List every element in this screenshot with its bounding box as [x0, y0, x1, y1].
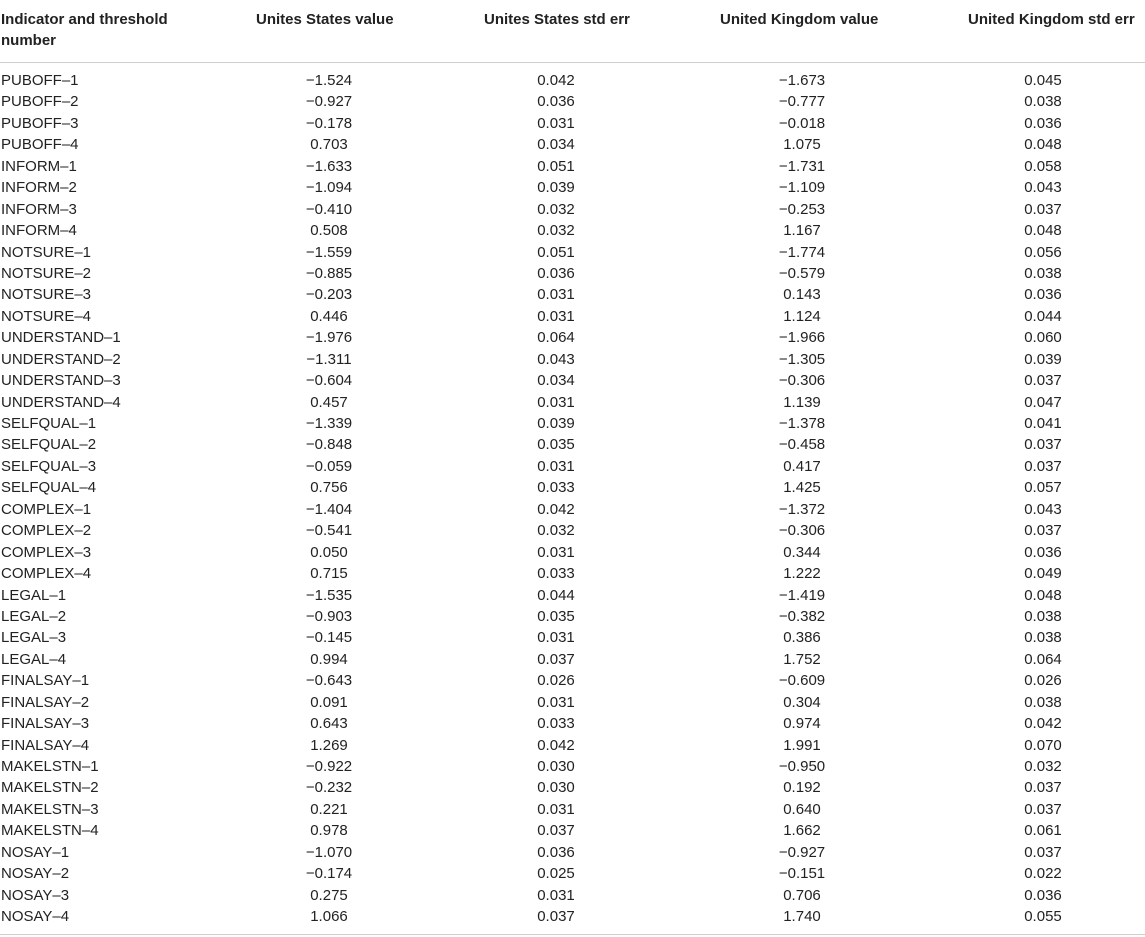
table-row [0, 156, 1145, 177]
us-value-cell: 0.703 [310, 136, 348, 154]
uk-std-err-cell: 0.038 [1024, 607, 1062, 625]
table-row [0, 456, 1145, 477]
us-value-cell: −0.059 [305, 457, 353, 475]
table-row [0, 585, 1145, 606]
us-std-err-cell: 0.031 [537, 543, 575, 561]
uk-std-err-cell: 0.045 [1024, 72, 1062, 89]
uk-std-err-cell: 0.037 [1024, 779, 1062, 797]
uk-value-cell: 0.417 [783, 457, 821, 475]
us-std-err-cell: 0.051 [537, 157, 575, 175]
table-row [0, 134, 1145, 155]
table-row [0, 692, 1145, 713]
us-std-err-cell: 0.034 [537, 136, 575, 154]
indicator-cell: NOSAY–2 [1, 865, 70, 883]
uk-value-cell: −1.731 [778, 157, 826, 175]
uk-std-err-cell: 0.036 [1024, 286, 1062, 304]
uk-std-err-cell: 0.058 [1024, 157, 1062, 175]
indicator-cell: FINALSAY–3 [1, 715, 90, 733]
indicator-cell: MAKELSTN–1 [1, 758, 99, 775]
uk-std-err-cell: 0.064 [1024, 650, 1062, 668]
uk-value-cell: 0.386 [783, 629, 821, 647]
indicator-cell: COMPLEX–4 [1, 565, 92, 583]
uk-value-cell: 0.974 [783, 715, 821, 733]
uk-value-cell: −1.305 [778, 350, 826, 368]
us-std-err-cell: 0.032 [537, 200, 575, 218]
us-value-cell: −1.339 [305, 415, 353, 432]
indicator-cell: NOTSURE–3 [1, 286, 92, 304]
us-std-err-cell: 0.051 [537, 243, 575, 261]
uk-value-cell: 1.167 [783, 222, 821, 240]
uk-value-cell: 0.640 [783, 800, 821, 818]
indicator-cell: UNDERSTAND–1 [1, 329, 121, 347]
uk-value-cell: −0.458 [778, 436, 826, 454]
table-header [0, 0, 1145, 63]
uk-value-cell: −0.253 [778, 200, 826, 218]
us-std-err-cell: 0.030 [537, 779, 575, 797]
indicator-cell: PUBOFF–2 [1, 93, 79, 111]
indicator-cell: FINALSAY–1 [1, 672, 90, 690]
uk-std-err-cell: 0.049 [1024, 565, 1062, 583]
us-std-err-cell: 0.037 [537, 822, 575, 840]
table-row [0, 477, 1145, 498]
indicator-cell: MAKELSTN–3 [1, 800, 99, 818]
indicator-cell: UNDERSTAND–4 [1, 393, 121, 411]
uk-std-err-cell: 0.043 [1024, 500, 1062, 518]
us-std-err-cell: 0.031 [537, 800, 575, 818]
uk-value-cell: 1.425 [783, 479, 821, 497]
us-std-err-cell: 0.042 [537, 72, 575, 89]
uk-value-cell: −0.382 [778, 607, 826, 625]
uk-std-err-cell: 0.037 [1024, 522, 1062, 540]
us-value-cell: −1.559 [305, 243, 353, 261]
uk-value-cell: 1.222 [783, 565, 821, 583]
uk-value-cell: 1.139 [783, 393, 821, 411]
uk-std-err-cell: 0.037 [1024, 436, 1062, 454]
indicator-cell: PUBOFF–3 [1, 114, 79, 132]
us-value-cell: 0.446 [310, 307, 348, 325]
indicator-cell: LEGAL–4 [1, 650, 67, 668]
indicator-cell: LEGAL–2 [1, 607, 67, 625]
us-value-cell: 0.091 [310, 693, 348, 711]
uk-value-cell: −0.927 [778, 843, 826, 861]
indicator-cell: INFORM–3 [1, 200, 77, 218]
us-std-err-cell: 0.025 [537, 865, 575, 883]
us-std-err-cell: 0.043 [537, 350, 575, 368]
uk-std-err-cell: 0.048 [1024, 136, 1062, 154]
uk-value-cell: 1.075 [783, 136, 821, 154]
uk-std-err-cell: 0.036 [1024, 114, 1062, 132]
uk-value-cell: −0.777 [778, 93, 826, 111]
uk-value-cell: −1.966 [778, 329, 826, 347]
us-value-cell: −1.524 [305, 72, 353, 89]
indicator-cell: COMPLEX–1 [1, 500, 92, 518]
indicator-cell: MAKELSTN–4 [1, 822, 99, 840]
table-row [0, 713, 1145, 734]
table-row [0, 263, 1145, 284]
uk-std-err-cell: 0.039 [1024, 350, 1062, 368]
uk-std-err-cell: 0.048 [1024, 222, 1062, 240]
table-row [0, 842, 1145, 863]
indicator-cell: NOTSURE–1 [1, 243, 92, 261]
us-value-cell: 0.457 [310, 393, 348, 411]
uk-value-cell: −1.372 [778, 500, 826, 518]
uk-value-cell: −1.109 [778, 179, 826, 197]
uk-std-err-cell: 0.057 [1024, 479, 1062, 497]
column-header-us-std-err: Unites States std err [484, 11, 630, 28]
column-header-indicator: Indicator and threshold number [1, 11, 168, 49]
table-body [0, 70, 1145, 928]
uk-value-cell: −0.609 [778, 672, 826, 690]
table-row [0, 649, 1145, 670]
us-value-cell: −1.404 [305, 500, 353, 518]
us-std-err-cell: 0.036 [537, 264, 575, 282]
table-row [0, 820, 1145, 841]
uk-value-cell: 1.124 [783, 307, 821, 325]
uk-std-err-cell: 0.042 [1024, 715, 1062, 733]
us-value-cell: −0.203 [305, 286, 353, 304]
us-value-cell: 0.978 [310, 822, 348, 840]
us-value-cell: −0.927 [305, 93, 353, 111]
table-row [0, 542, 1145, 563]
indicator-cell: LEGAL–1 [1, 586, 67, 604]
us-std-err-cell: 0.036 [537, 843, 575, 861]
uk-value-cell: 0.304 [783, 693, 821, 711]
uk-value-cell: −1.774 [778, 243, 826, 261]
us-std-err-cell: 0.031 [537, 307, 575, 325]
us-value-cell: −0.604 [305, 372, 353, 390]
us-std-err-cell: 0.031 [537, 629, 575, 647]
uk-value-cell: −0.151 [778, 865, 826, 883]
us-value-cell: 0.221 [310, 800, 348, 818]
uk-value-cell: 1.991 [783, 736, 821, 754]
indicator-cell: SELFQUAL–1 [1, 415, 97, 432]
us-std-err-cell: 0.037 [537, 908, 575, 926]
indicator-cell: COMPLEX–3 [1, 543, 92, 561]
table-row [0, 670, 1145, 691]
us-value-cell: −0.410 [305, 200, 353, 218]
indicator-cell: PUBOFF–1 [1, 72, 79, 89]
us-value-cell: 1.269 [310, 736, 348, 754]
column-header-us-value: Unites States value [256, 11, 394, 28]
us-value-cell: 0.643 [310, 715, 348, 733]
us-std-err-cell: 0.042 [537, 500, 575, 518]
table-row [0, 284, 1145, 305]
us-std-err-cell: 0.026 [537, 672, 575, 690]
uk-std-err-cell: 0.038 [1024, 264, 1062, 282]
indicator-cell: INFORM–2 [1, 179, 77, 197]
uk-std-err-cell: 0.022 [1024, 865, 1062, 883]
table-row [0, 799, 1145, 820]
us-value-cell: −0.848 [305, 436, 353, 454]
us-std-err-cell: 0.035 [537, 607, 575, 625]
us-std-err-cell: 0.031 [537, 286, 575, 304]
indicator-cell: INFORM–1 [1, 157, 77, 175]
us-std-err-cell: 0.032 [537, 222, 575, 240]
table-row [0, 306, 1145, 327]
uk-value-cell: −0.950 [778, 758, 826, 775]
indicator-cell: NOTSURE–2 [1, 264, 92, 282]
us-value-cell: −1.070 [305, 843, 353, 861]
us-std-err-cell: 0.036 [537, 93, 575, 111]
table-row [0, 349, 1145, 370]
table-row [0, 370, 1145, 391]
us-std-err-cell: 0.044 [537, 586, 575, 604]
us-value-cell: −0.903 [305, 607, 353, 625]
table-row [0, 70, 1145, 91]
table-row [0, 499, 1145, 520]
us-value-cell: 0.715 [310, 565, 348, 583]
us-std-err-cell: 0.032 [537, 522, 575, 540]
column-header-uk-std-err: United Kingdom std err [968, 11, 1135, 28]
table-row [0, 327, 1145, 348]
uk-std-err-cell: 0.048 [1024, 586, 1062, 604]
uk-value-cell: −0.018 [778, 114, 826, 132]
us-value-cell: −1.976 [305, 329, 353, 347]
uk-std-err-cell: 0.038 [1024, 629, 1062, 647]
us-std-err-cell: 0.031 [537, 457, 575, 475]
indicator-cell: SELFQUAL–4 [1, 479, 97, 497]
indicator-cell: SELFQUAL–3 [1, 457, 97, 475]
uk-value-cell: 0.143 [783, 286, 821, 304]
us-std-err-cell: 0.031 [537, 886, 575, 904]
us-value-cell: −0.145 [305, 629, 353, 647]
us-std-err-cell: 0.033 [537, 479, 575, 497]
uk-std-err-cell: 0.047 [1024, 393, 1062, 411]
us-std-err-cell: 0.033 [537, 565, 575, 583]
us-std-err-cell: 0.030 [537, 758, 575, 775]
us-value-cell: −0.232 [305, 779, 353, 797]
uk-value-cell: −0.579 [778, 264, 826, 282]
uk-std-err-cell: 0.055 [1024, 908, 1062, 926]
us-std-err-cell: 0.037 [537, 650, 575, 668]
uk-std-err-cell: 0.037 [1024, 800, 1062, 818]
us-value-cell: −1.633 [305, 157, 353, 175]
us-value-cell: 0.275 [310, 886, 348, 904]
uk-std-err-cell: 0.056 [1024, 243, 1062, 261]
table-row [0, 91, 1145, 112]
uk-std-err-cell: 0.036 [1024, 886, 1062, 904]
us-std-err-cell: 0.031 [537, 114, 575, 132]
us-std-err-cell: 0.035 [537, 436, 575, 454]
indicator-cell: NOSAY–3 [1, 886, 70, 904]
table-row [0, 627, 1145, 648]
table-row [0, 563, 1145, 584]
uk-value-cell: −1.419 [778, 586, 826, 604]
indicator-cell: FINALSAY–2 [1, 693, 90, 711]
us-value-cell: −0.174 [305, 865, 353, 883]
table-row [0, 906, 1145, 927]
table-row [0, 220, 1145, 241]
indicator-cell: UNDERSTAND–2 [1, 350, 121, 368]
uk-std-err-cell: 0.060 [1024, 329, 1062, 347]
us-value-cell: 1.066 [310, 908, 348, 926]
us-std-err-cell: 0.031 [537, 393, 575, 411]
table-row [0, 606, 1145, 627]
indicator-cell: NOSAY–1 [1, 843, 70, 861]
us-value-cell: −0.541 [305, 522, 353, 540]
column-header-uk-value: United Kingdom value [720, 11, 879, 28]
table-row [0, 434, 1145, 455]
uk-std-err-cell: 0.026 [1024, 672, 1062, 690]
uk-value-cell: 0.192 [783, 779, 821, 797]
uk-std-err-cell: 0.032 [1024, 758, 1062, 775]
us-value-cell: 0.756 [310, 479, 348, 497]
uk-value-cell: −0.306 [778, 372, 826, 390]
uk-value-cell: 0.344 [783, 543, 821, 561]
table-row [0, 885, 1145, 906]
us-value-cell: 0.050 [310, 543, 348, 561]
table-row [0, 199, 1145, 220]
uk-value-cell: −1.378 [778, 415, 826, 432]
uk-std-err-cell: 0.041 [1024, 415, 1062, 432]
us-std-err-cell: 0.042 [537, 736, 575, 754]
us-std-err-cell: 0.039 [537, 415, 575, 432]
table-row [0, 113, 1145, 134]
uk-std-err-cell: 0.037 [1024, 372, 1062, 390]
table-row [0, 392, 1145, 413]
us-std-err-cell: 0.034 [537, 372, 575, 390]
us-value-cell: −0.885 [305, 264, 353, 282]
us-value-cell: −0.922 [305, 758, 353, 775]
uk-value-cell: 0.706 [783, 886, 821, 904]
uk-value-cell: −1.673 [778, 72, 826, 89]
indicator-cell: UNDERSTAND–3 [1, 372, 121, 390]
table-row [0, 735, 1145, 756]
uk-value-cell: −0.306 [778, 522, 826, 540]
indicator-cell: COMPLEX–2 [1, 522, 92, 540]
us-value-cell: −0.178 [305, 114, 353, 132]
indicator-cell: LEGAL–3 [1, 629, 67, 647]
uk-std-err-cell: 0.037 [1024, 457, 1062, 475]
indicator-cell: PUBOFF–4 [1, 136, 79, 154]
uk-std-err-cell: 0.037 [1024, 200, 1062, 218]
uk-std-err-cell: 0.038 [1024, 93, 1062, 111]
indicator-cell: SELFQUAL–2 [1, 436, 97, 454]
uk-std-err-cell: 0.038 [1024, 693, 1062, 711]
us-value-cell: −1.311 [306, 350, 352, 368]
us-value-cell: −0.643 [305, 672, 353, 690]
table-row [0, 756, 1145, 777]
table-bottom-rule [0, 934, 1145, 935]
indicator-cell: NOSAY–4 [1, 908, 70, 926]
uk-std-err-cell: 0.037 [1024, 843, 1062, 861]
indicator-cell: FINALSAY–4 [1, 736, 90, 754]
us-std-err-cell: 0.033 [537, 715, 575, 733]
us-value-cell: 0.994 [310, 650, 348, 668]
us-std-err-cell: 0.031 [537, 693, 575, 711]
table-row [0, 777, 1145, 798]
us-value-cell: 0.508 [310, 222, 348, 240]
uk-std-err-cell: 0.043 [1024, 179, 1062, 197]
table-row [0, 863, 1145, 884]
table-row [0, 242, 1145, 263]
us-value-cell: −1.535 [305, 586, 353, 604]
us-value-cell: −1.094 [305, 179, 353, 197]
us-std-err-cell: 0.039 [537, 179, 575, 197]
table-row [0, 177, 1145, 198]
indicator-cell: MAKELSTN–2 [1, 779, 99, 797]
uk-value-cell: 1.740 [783, 908, 821, 926]
table-row [0, 413, 1145, 434]
uk-value-cell: 1.662 [783, 822, 821, 840]
uk-value-cell: 1.752 [783, 650, 821, 668]
indicator-cell: INFORM–4 [1, 222, 77, 240]
uk-std-err-cell: 0.044 [1024, 307, 1062, 325]
uk-std-err-cell: 0.036 [1024, 543, 1062, 561]
table-row [0, 520, 1145, 541]
indicator-cell: NOTSURE–4 [1, 307, 92, 325]
uk-std-err-cell: 0.061 [1024, 822, 1062, 840]
uk-std-err-cell: 0.070 [1024, 736, 1062, 754]
us-std-err-cell: 0.064 [537, 329, 575, 347]
